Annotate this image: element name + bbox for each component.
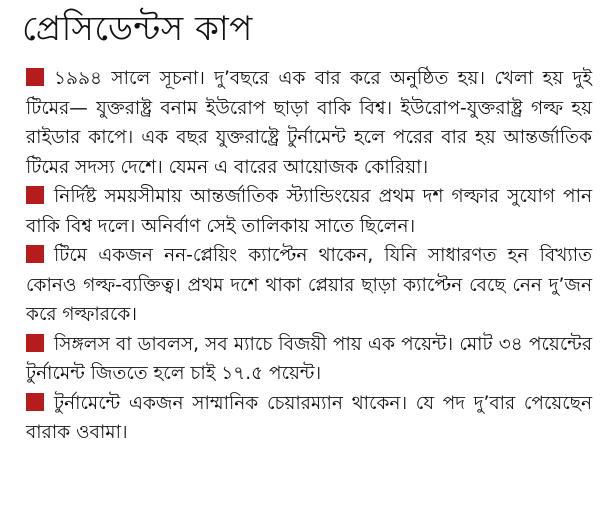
square-bullet-icon — [26, 393, 44, 411]
square-bullet-icon — [26, 334, 44, 352]
square-bullet-icon — [26, 68, 44, 86]
square-bullet-icon — [26, 186, 44, 204]
paragraph — [26, 182, 592, 241]
square-bullet-icon — [26, 245, 44, 263]
paragraph-text: টুর্নামেন্টে একজন সাম্মানিক চেয়ারম্যান থাকেন। যে পদ দু’বার পেয়েছেন বারাক ওবামা। — [26, 392, 592, 443]
paragraph — [26, 389, 592, 448]
paragraph — [26, 241, 592, 330]
paragraph-text: নির্দিষ্ট সময়সীমায় আন্তর্জাতিক স্ট্যান্ডিংয়ের প্রথম দশ গল্ফার সুযোগ পান বাকি বিশ্ব দলে। অনির্বাণ সেই তালিকায় সাতে ছিলেন। — [26, 186, 592, 237]
headline: প্রেসিডেন্টস কাপ — [22, 9, 253, 49]
paragraph — [26, 330, 592, 389]
paragraph-text: টিমে একজন নন-প্লেয়িং ক্যাপ্টেন থাকেন, যিনি সাধারণত হন বিখ্যাত কোনও গল্ফ-ব্যক্তিত্ব। প্রথম দশে থাকা প্লেয়ার ছাড়া ক্যাপ্টেন বেছে নেন দু’জন করে গল্ফারকে। — [26, 245, 592, 325]
paragraph-text: ১৯৯৪ সালে সূচনা। দু’বছরে এক বার করে অনুষ্ঠিত হয়। খেলা হয় দুই টিমের— যুক্তরাষ্ট্র বনাম ইউরোপ ছাড়া বাকি বিশ্ব। ইউরোপ-যুক্তরাষ্ট্র গল্ফ হয় রাইডার কাপে। এক বছর যুক্তরাষ্ট্রে টুর্নামেন্ট হলে পরের বার হয় আন্তর্জাতিক টিমের সদস্য দেশে। যেমন এ বারের আয়োজক কোরিয়া। — [26, 68, 592, 178]
paragraph — [26, 64, 592, 182]
paragraph-text: সিঙ্গলস বা ডাবলস, সব ম্যাচে বিজয়ী পায় এক পয়েন্ট। মোট ৩৪ পয়েন্টের টুর্নামেন্ট জিততে হলে চাই ১৭.৫ পয়েন্ট। — [26, 333, 592, 384]
